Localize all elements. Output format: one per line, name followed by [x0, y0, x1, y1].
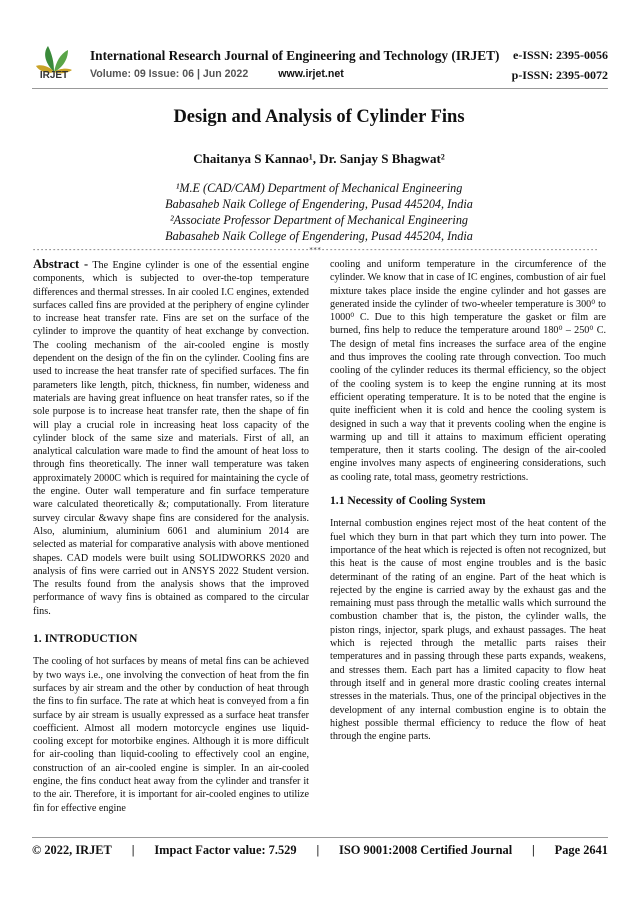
footer-page-number: Page 2641 [554, 843, 608, 857]
right-paragraph-2: Internal combustion engines reject most of the heat content of the fuel which they burn in that part which they turn into power. The importance of the heat which is rejected is often not recognized, but this heat is the cause of most engine troubles and is the basic determinant of the rating of an engine. Part of the heat which is rejected by the engine is carried away by the exhaust gas and the remaining must pass through the metallic walls which surround the combustion chamber that is, the piston, the cylinder walls, the piston rings, injector, spark plugs, and exhaust passages. The heat which is rejected through the metallic parts raises their temperatures and in passing through these parts expands, weakens, and stresses them. Each part has a limited capacity to flow heat through itself and in general more drastic cooling creates internal stresses in the materials. Thus, one of the principal objectives in the development of any internal combustion engine is to obtain the highest possible thermal efficiency to reduce the flow of heat through the engine parts. [330, 518, 606, 743]
footer-divider [32, 837, 608, 838]
journal-header [32, 44, 608, 88]
eissn: e-ISSN: 2395-0056 [513, 48, 608, 62]
page-footer [32, 843, 608, 858]
affiliation-1: ¹M.E (CAD/CAM) Department of Mechanical Engineering [175, 181, 463, 195]
abstract-label: Abstract - [33, 257, 89, 271]
right-paragraph-1: cooling and uniform temperature in the circumference of the cylinder. We know that in case of IC engines, combustion of air fuel mixture takes place inside the engine cylinder and hot gasses are generated inside the cylinder of two-wheeler temperature is 300⁰ to 1000⁰ C. Due to this high temperature the gasket or film are burned, fins help to reduce the temperature around 180⁰ – 250⁰ C. The design of metal fins increases the surface area of the engine and thus improves the cooling rate through convection. Too much cooling of the cylinder reduces its thermal efficiency, so the object of the cooling system is to keep the engine running at its most efficient operating temperature. It is to be noted that the engine is quite inefficient when it is cold and hence the cooling system is designed in such a way that it prevents cooling when the engine is warming up and till it attains to maximum efficient operating temperature, then it starts cooling. The design of the air-cooled engine involves many aspects of engineering considerations, such as cooling rate, total mass, geometry restrictions. [330, 259, 606, 483]
right-column [330, 258, 606, 743]
header-divider [32, 88, 608, 89]
footer-divider-2: | [316, 843, 320, 857]
affiliation-3: ²Associate Professor Department of Mechanical Engineering [169, 213, 469, 227]
irjet-logo [32, 44, 76, 88]
volume-issue: Volume: 09 Issue: 06 | Jun 2022 [90, 68, 249, 80]
abstract-text: The Engine cylinder is one of the essential engine components, which is subjected to over-the-top temperature differences and thermal stresses. In air cooled I.C engines, extended surfaces called fins are provided at the periphery of engine cylinder to increase heat transfer rate. Fins are set on the surface of the cylinder to improve the quantity of heat exchange by convection. The cooling mechanism of the air-cooled engine is mostly dependent on the design of the fin on the cylinder. Cooling fins are used to increase the heat transfer rate of specified surfaces. The fin parameters like length, pitch, thickness, fin number, wideness and materials are having great influence on heat transfer rates, so if the sole purpose is to increase heat transfer rate, then the shape of fin will play a crucial role in increasing heat loss capacity of the cylinder block of the same size and materials. First of all, an analytical calculation ware made to find the amount of heat loss to through fins theoretically. The inner wall temperature was taken approximately 2000C which is required for maintaining the cycle of the engine. Outer wall temperature and fin surface temperature ware calculated theoretically &; computationally. From literature survey circular &wavy shape fins are considered for the analysis. Also, aluminium, aluminium 6061 and aluminium 2014 are selected as material for comparative analysis with above mentioned shapes. CAD models were built using SOLIDWORKS 2020 and analysis of fins were carried out in ANSYS 2022 Student version. The results found from the analysis shows that the improved performance of wavy fins is obtained as compared to the circular fins. [33, 260, 309, 617]
footer-divider-1: | [131, 843, 135, 857]
footer-iso: ISO 9001:2008 Certified Journal [339, 843, 513, 857]
affiliation-4: Babasaheb Naik College of Engendering, Pusad 445204, India [165, 229, 473, 243]
journal-name: International Research Journal of Engineering and Technology (IRJET) [90, 48, 500, 63]
pissn: p-ISSN: 2395-0072 [511, 68, 608, 82]
paper-authors: Chaitanya S Kannao¹, Dr. Sanjay S Bhagwat² [193, 151, 445, 166]
footer-divider-3: | [532, 843, 535, 857]
section-separator: ---------------------------------------------------------------------***--------------------------------------------------------------------- [32, 246, 599, 254]
section-heading-1-1: 1.1 Necessity of Cooling System [330, 494, 486, 508]
left-column [33, 258, 309, 815]
logo-text: IRJET [39, 70, 69, 81]
intro-text: The cooling of hot surfaces by means of metal fins can be achieved by two ways i.e., one involving the convection of heat from the fin surfaces by air stream and the other by conduction of heat through the fins to fin surface. The rate at which heat is conveyed from a fin surface by air stream is usually expressed as a surface heat transfer coefficient. Almost all modern motorcycle engines use liquid-cooling except for motorbike engines. Although it is more difficult for air-cooling than liquid-cooling to effectively cool an engine, construction of an air-cooled engine is simpler. In an air-cooled engine, the fins conduct heat away from the cylinder and transfer it to the air. Therefore, it is important for air-cooled engines to utilize fin for effective engine [33, 656, 309, 814]
volume-line [90, 68, 344, 80]
paper-title: Design and Analysis of Cylinder Fins [173, 107, 465, 127]
footer-impact-factor: Impact Factor value: 7.529 [154, 843, 297, 857]
abstract [33, 258, 309, 618]
footer-copyright: © 2022, IRJET [32, 843, 112, 857]
affiliation-2: Babasaheb Naik College of Engendering, Pusad 445204, India [165, 197, 473, 211]
website-link[interactable]: www.irjet.net [278, 68, 344, 80]
intro-heading: 1. INTRODUCTION [33, 632, 138, 646]
